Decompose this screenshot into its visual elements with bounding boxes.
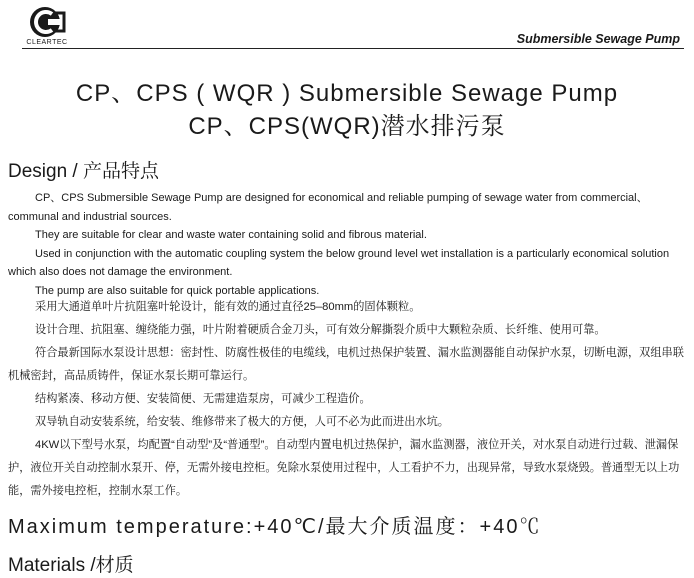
materials-heading: Materials /材质: [8, 555, 134, 576]
max-temperature-heading: Maximum temperature:+40℃/最大介质温度：+40℃: [8, 516, 542, 538]
design-paragraph-cn: 双导轨自动安装系统，给安装、维修带来了极大的方便，人可不必为此而进出水坑。: [35, 416, 449, 428]
design-paragraph-cn: 设计合理、抗阻塞、缠绕能力强，叶片附着硬质合金刀头，可有效分解撕裂介质中大颗粒杂质、长纤维、使用可靠。: [35, 324, 606, 336]
page-title-cn: CP、CPS(WQR)潜水排污泵: [188, 113, 506, 140]
design-paragraph: Used in conjunction with the automatic coupling system the below ground level wet installation is a particularly economical solution which also does not damage the environment.: [8, 247, 670, 278]
design-paragraph-cn: 采用大通道单叶片抗阻塞叶轮设计，能有效的通过直径25–80mm的固体颗粒。: [35, 301, 421, 313]
company-logo: [22, 5, 72, 49]
logo-mark-icon: [28, 5, 66, 39]
design-paragraph: The pump are also suitable for quick portable applications.: [35, 284, 320, 297]
header-divider: [22, 48, 684, 49]
page-title-en: CP、CPS ( WQR ) Submersible Sewage Pump: [75, 80, 619, 107]
logo-brand-text: CLEARTEC: [26, 39, 68, 46]
design-chinese-text: [8, 296, 688, 503]
design-heading: Design / 产品特点: [8, 161, 159, 182]
design-paragraph-cn: 符合最新国际水泵设计思想：密封性、防腐性极佳的电缆线，电机过热保护装置、漏水监测器能自动保护水泵，切断电源，双组串联机械密封，高品质铸件，保证水泵长期可靠运行。: [8, 347, 684, 382]
design-paragraph-cn: 结构紧凑、移动方便、安装简便、无需建造泵房，可减少工程造价。: [35, 393, 371, 405]
header-section-title: Submersible Sewage Pump: [516, 32, 680, 46]
design-english-text: [8, 189, 688, 300]
design-paragraph: They are suitable for clear and waste water containing solid and fibrous material.: [35, 229, 427, 241]
design-paragraph: CP、CPS Submersible Sewage Pump are designed for economical and reliable pumping of sewage water from commercial、communal and industrial sources.: [8, 192, 648, 223]
design-paragraph-cn: 4KW以下型号水泵，均配置“自动型”及“普通型”。自动型内置电机过热保护，漏水监测器，液位开关，对水泵自动进行过载、泄漏保护，液位开关自动控制水泵开、停，无需外接电控柜。免除水泵使用过程中，人工看护不力，出现异常，导致水泵烧毁。普通型无以上功能，需外接电控柜，控制水泵工作。: [8, 439, 680, 497]
